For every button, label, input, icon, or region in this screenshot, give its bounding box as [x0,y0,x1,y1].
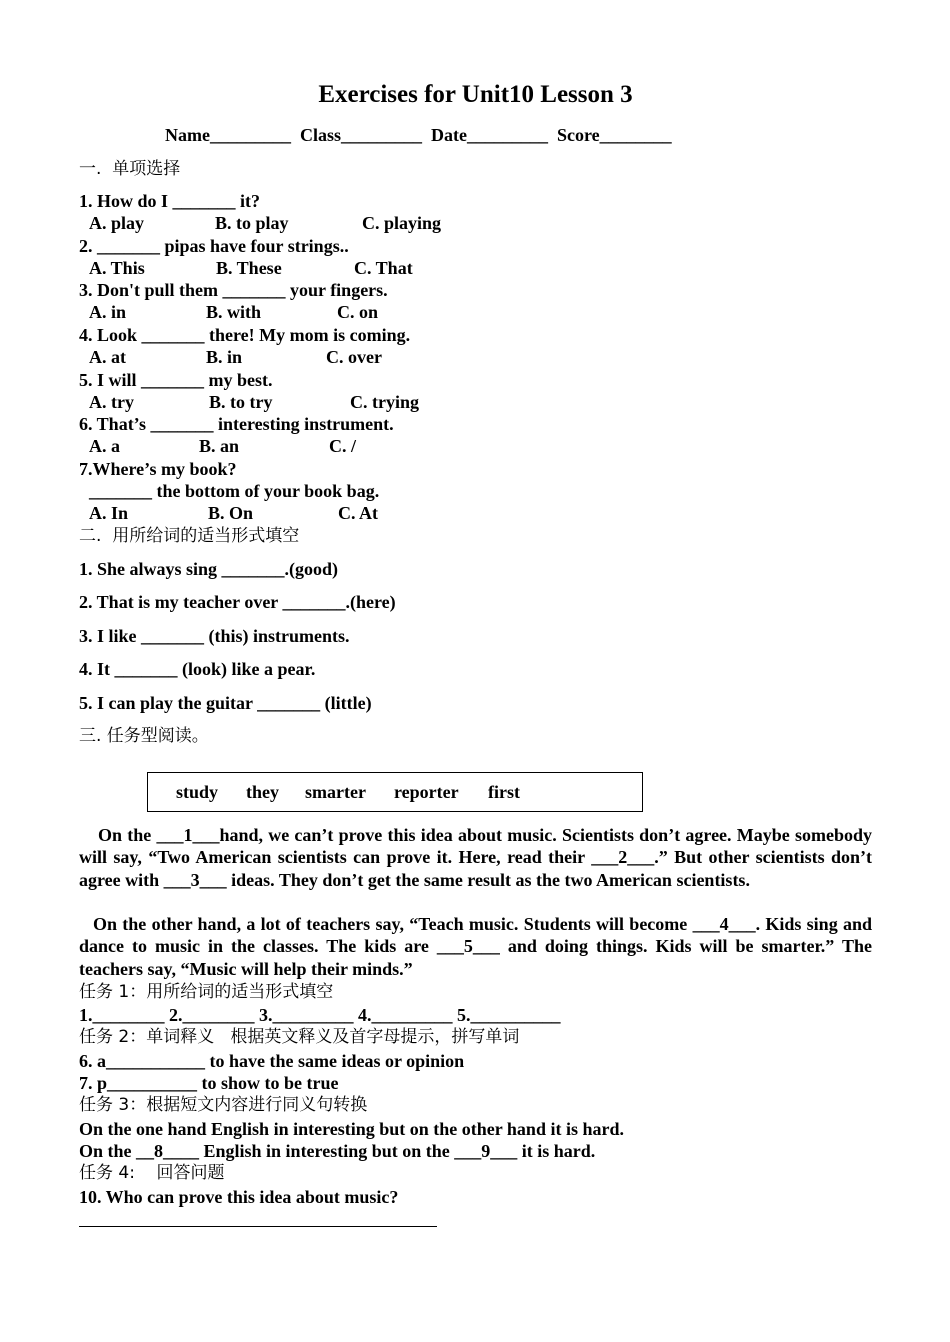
word-bank-item: smarter [305,782,366,802]
q1-option-b: B. to play [215,213,289,233]
task2-label: 任务 2：单词释义 根据英文释义及首字母提示，拼写单词 [79,1027,520,1047]
task4-label: 任务 4: 回答问题 [79,1163,225,1183]
q7-option-a: A. In [89,503,129,523]
word-bank-box [147,772,643,812]
q4-option-b: B. in [206,347,243,367]
word-bank-item: first [488,782,520,802]
q2-option-a: A. This [89,258,145,278]
question-5: 5. I will _______ my best. [79,370,273,390]
page-title: Exercises for Unit10 Lesson 3 [318,81,633,108]
section1-heading: 一. 单项选择 [79,159,181,179]
task2-item-6: 6. a___________ to have the same ideas or opinion [79,1051,465,1071]
question-4: 4. Look _______ there! My mom is coming. [79,325,411,345]
word-bank-item: reporter [394,782,459,802]
task1-blanks: 1.________ 2.________ 3._________ 4._________ 5.__________ [79,1005,561,1025]
word-bank-item: study [176,782,219,802]
q3-option-b: B. with [206,302,262,322]
task3-sentence: On the one hand English in interesting but on the other hand it is hard. [79,1119,624,1139]
fill-item-5: 5. I can play the guitar _______ (little) [79,693,372,713]
q4-option-c: C. over [326,347,382,367]
q3-option-c: C. on [337,302,379,322]
question-7: 7.Where’s my book? [79,459,237,479]
q1-option-c: C. playing [362,213,442,233]
section3-heading: 三. 任务型阅读。 [79,726,209,746]
q5-option-c: C. trying [350,392,419,412]
student-info-fields: Name_________ Class_________ Date_________ Score________ [165,125,672,145]
question-1: 1. How do I _______ it? [79,191,261,211]
fill-item-3: 3. I like _______ (this) instruments. [79,626,350,646]
reading-paragraph-2: On the other hand, a lot of teachers say, “Teach music. Students will become ___4___. Kids sing and dance to music in the classes. The kids are ___5___ and doing things. Kids will be smarter.” The teachers say, “Music will help their minds.” [79,914,872,979]
question-6: 6. That’s _______ interesting instrument. [79,414,394,434]
q7-option-c: C. At [338,503,378,523]
q6-option-c: C. / [329,436,356,456]
section2-heading: 二. 用所给词的适当形式填空 [79,526,300,546]
q5-option-b: B. to try [209,392,273,412]
task3-label: 任务 3：根据短文内容进行同义句转换 [79,1095,368,1115]
q2-option-c: C. That [354,258,413,278]
q7-option-b: B. On [208,503,254,523]
answer-line [79,1226,437,1227]
q2-option-b: B. These [216,258,282,278]
task4-question: 10. Who can prove this idea about music? [79,1187,399,1207]
word-bank-item: they [246,782,279,802]
question-2: 2. _______ pipas have four strings.. [79,236,349,256]
task1-label: 任务 1：用所给词的适当形式填空 [79,982,334,1002]
task2-item-7: 7. p__________ to show to be true [79,1073,339,1093]
q1-option-a: A. play [89,213,145,233]
task3-rewrite: On the __8____ English in interesting but on the ___9___ it is hard. [79,1141,596,1161]
fill-item-4: 4. It _______ (look) like a pear. [79,659,316,679]
q6-option-a: A. a [89,436,120,456]
question-3: 3. Don't pull them _______ your fingers. [79,280,388,300]
question-7-response: _______ the bottom of your book bag. [89,481,380,501]
fill-item-1: 1. She always sing _______.(good) [79,559,339,579]
q3-option-a: A. in [89,302,127,322]
fill-item-2: 2. That is my teacher over _______.(here) [79,592,396,612]
q6-option-b: B. an [199,436,240,456]
reading-paragraph-1: On the ___1___hand, we can’t prove this idea about music. Scientists don’t agree. Maybe somebody will say, “Two American scientists can prove it. Here, read their ___2___.” But other scientists don’t agree with ___3___ ideas. They don’t get the same result as the two American scientists. [79,825,872,890]
q4-option-a: A. at [89,347,126,367]
q5-option-a: A. try [89,392,134,412]
